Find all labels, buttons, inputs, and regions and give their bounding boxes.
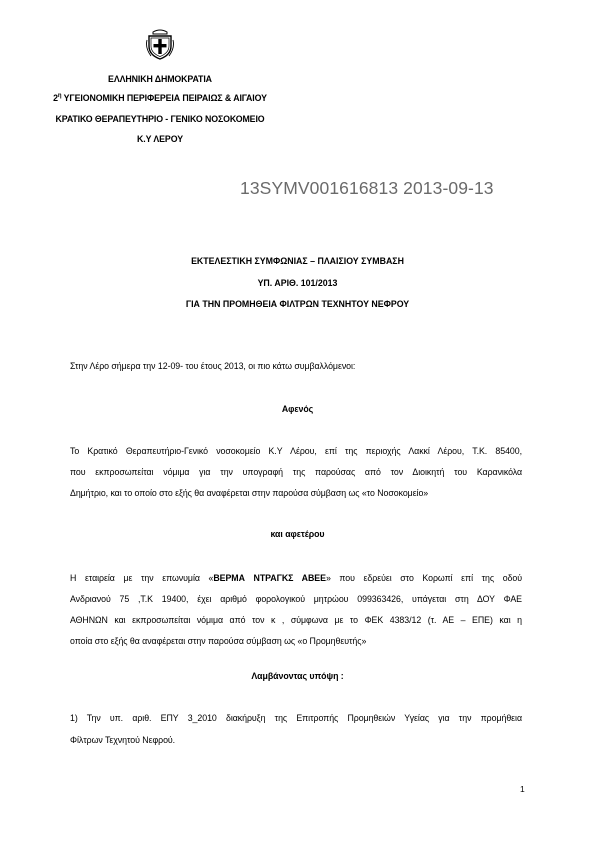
party2-line-1-post: » που εδρεύει στο Κορωπί επί της οδού	[325, 573, 522, 583]
header-line-2	[40, 93, 280, 103]
registry-stamp: 13SYMV001616813 2013-09-13	[240, 178, 494, 198]
considering-heading: Λαμβάνοντας υπόψη :	[251, 671, 344, 681]
greek-coat-of-arms-icon	[145, 28, 175, 60]
party1-line-2: που εκπροσωπείται νόμιμα για την υπογραφή της παρούσας από τον Διοικητή του Καρανικόλα	[70, 467, 522, 477]
party2-line-2: Ανδριανού 75 ,Τ.Κ 19400, έχει αριθμό φορολογικού μητρώου 099363426, υπάγεται στη ΔΟΥ ΦΑΕ	[70, 594, 522, 604]
title-line-1: ΕΚΤΕΛΕΣΤΙΚΗ ΣΥΜΦΩΝΙΑΣ – ΠΛΑΙΣΙΟΥ ΣΥΜΒΑΣΗ	[191, 256, 404, 266]
party2-line-1	[70, 573, 522, 583]
header-line-3: ΚΡΑΤΙΚΟ ΘΕΡΑΠΕΥΤΗΡΙΟ - ΓΕΝΙΚΟ ΝΟΣΟΚΟΜΕΙΟ	[55, 114, 265, 124]
considering-item-1-line-1: 1) Την υπ. αριθ. ΕΠΥ 3_2010 διακήρυξη της Επιτροπής Προμηθειών Υγείας για την προμήθεια	[70, 713, 522, 723]
considering-item-1-line-2: Φίλτρων Τεχνητού Νεφρού.	[70, 735, 176, 745]
header-line-1: ΕΛΛΗΝΙΚΗ ΔΗΜΟΚΡΑΤΙΑ	[108, 74, 212, 84]
header-line-2-number: 2	[53, 93, 58, 103]
page-number: 1	[520, 784, 525, 794]
header-line-2-superscript: η	[57, 93, 62, 100]
party1-line-3: Δημήτριο, και το οποίο στο εξής θα αναφέρεται στην παρούσα σύμβαση ως «το Νοσοκομείο»	[70, 488, 429, 498]
party2-line-4: οποία στο εξής θα αναφέρεται στην παρούσα σύμβαση ως «ο Προμηθευτής»	[70, 636, 367, 646]
supplier-name: ΒΕΡΜΑ ΝΤΡΑΓΚΣ ΑΒΕΕ	[213, 573, 326, 583]
party2-line-1-pre: Η εταιρεία με την επωνυμία «	[70, 573, 214, 583]
party2-heading: και αφετέρου	[270, 529, 325, 539]
header-line-4: Κ.Υ ΛΕΡΟΥ	[137, 134, 183, 144]
title-line-3: ΓΙΑ ΤΗΝ ΠΡΟΜΗΘΕΙΑ ΦΙΛΤΡΩΝ ΤΕΧΝΗΤΟΥ ΝΕΦΡΟΥ	[185, 299, 410, 309]
party2-line-3: ΑΘΗΝΩΝ και εκπροσωπείται νόμιμα από τον κ , σύμφωνα με το ΦΕΚ 4383/12 (τ. ΑΕ – ΕΠΕ) και η	[70, 615, 522, 625]
intro-text: Στην Λέρο σήμερα την 12-09- του έτους 2013, οι πιο κάτω συμβαλλόμενοι:	[70, 361, 356, 371]
party1-heading: Αφενός	[281, 404, 314, 414]
title-line-2: ΥΠ. ΑΡΙΘ. 101/2013	[257, 278, 338, 288]
header-line-2-text: ΥΓΕΙΟΝΟΜΙΚΗ ΠΕΡΙΦΕΡΕΙΑ ΠΕΙΡΑΙΩΣ & ΑΙΓΑΙΟΥ	[61, 93, 267, 103]
party1-line-1: Το Κρατικό Θεραπευτήριο-Γενικό νοσοκομείο Κ.Υ Λέρου, επί της περιοχής Λακκί Λέρου, Τ.Κ. 85400,	[70, 446, 522, 456]
